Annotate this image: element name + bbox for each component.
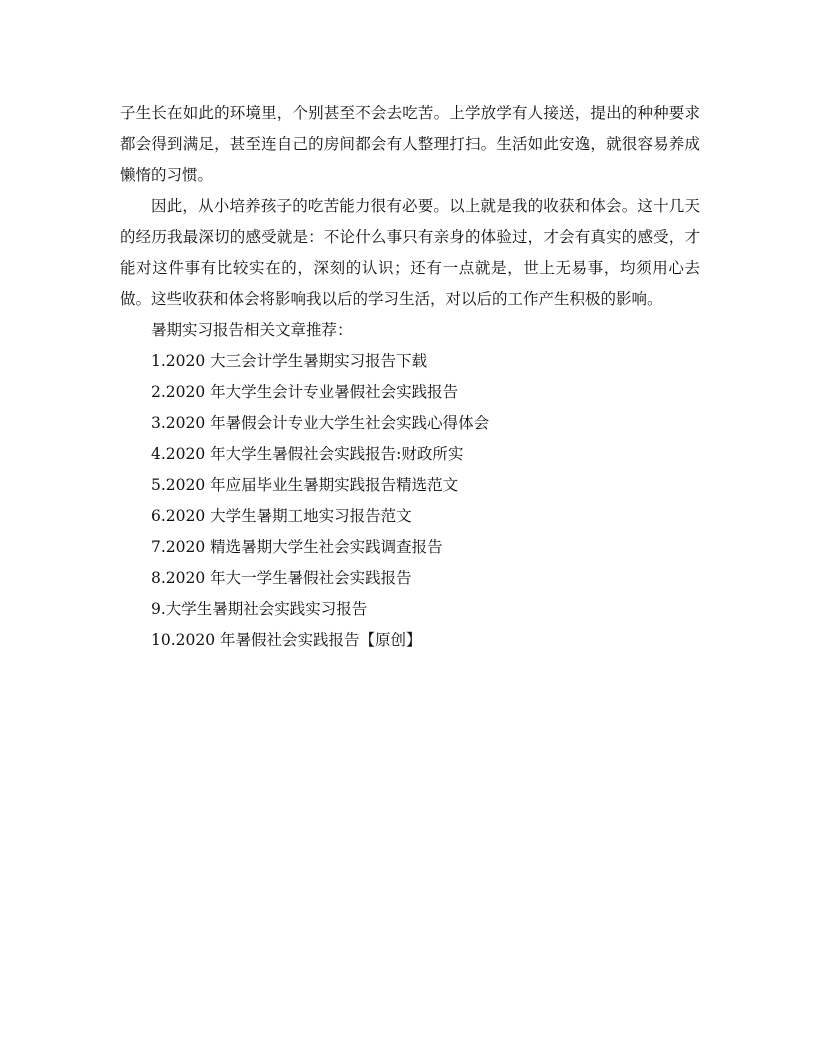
recommendation-link-4[interactable]: 4.2020 年大学生暑假社会实践报告:财政所实 [151, 445, 464, 463]
recommendation-link-2[interactable]: 2.2020 年大学生会计专业暑假社会实践报告 [151, 383, 459, 401]
recommendation-link-8[interactable]: 8.2020 年大一学生暑假社会实践报告 [151, 569, 412, 587]
body-paragraph-2: 因此，从小培养孩子的吃苦能力很有必要。以上就是我的收获和体会。这十几天的经历我最深切的感受就是：不论什么事只有亲身的体验过，才会有真实的感受，才能对这件事有比较实在的，深刻的认识；还有一点就是，世上无易事，均须用心去做。这些收获和体会将影响我以后的学习生活，对以后的工作产生积极的影响。 [120, 197, 700, 308]
recommendation-link-10[interactable]: 10.2020 年暑假社会实践报告【原创】 [151, 631, 422, 649]
recommendations-list [120, 346, 700, 656]
body-paragraph-1: 子生长在如此的环境里，个别甚至不会去吃苦。上学放学有人接送，提出的种种要求都会得到满足，甚至连自己的房间都会有人整理打扫。生活如此安逸，就很容易养成懒惰的习惯。 [120, 104, 700, 184]
recommendations-heading: 暑期实习报告相关文章推荐： [151, 321, 353, 339]
recommendation-link-6[interactable]: 6.2020 大学生暑期工地实习报告范文 [151, 507, 412, 525]
document-body [120, 98, 700, 656]
recommendation-link-1[interactable]: 1.2020 大三会计学生暑期实习报告下载 [151, 352, 428, 370]
recommendation-link-3[interactable]: 3.2020 年暑假会计专业大学生社会实践心得体会 [151, 414, 490, 432]
recommendation-link-5[interactable]: 5.2020 年应届毕业生暑期实践报告精选范文 [151, 476, 459, 494]
recommendation-link-7[interactable]: 7.2020 精选暑期大学生社会实践调查报告 [151, 538, 443, 556]
recommendation-link-9[interactable]: 9.大学生暑期社会实践实习报告 [151, 600, 368, 618]
